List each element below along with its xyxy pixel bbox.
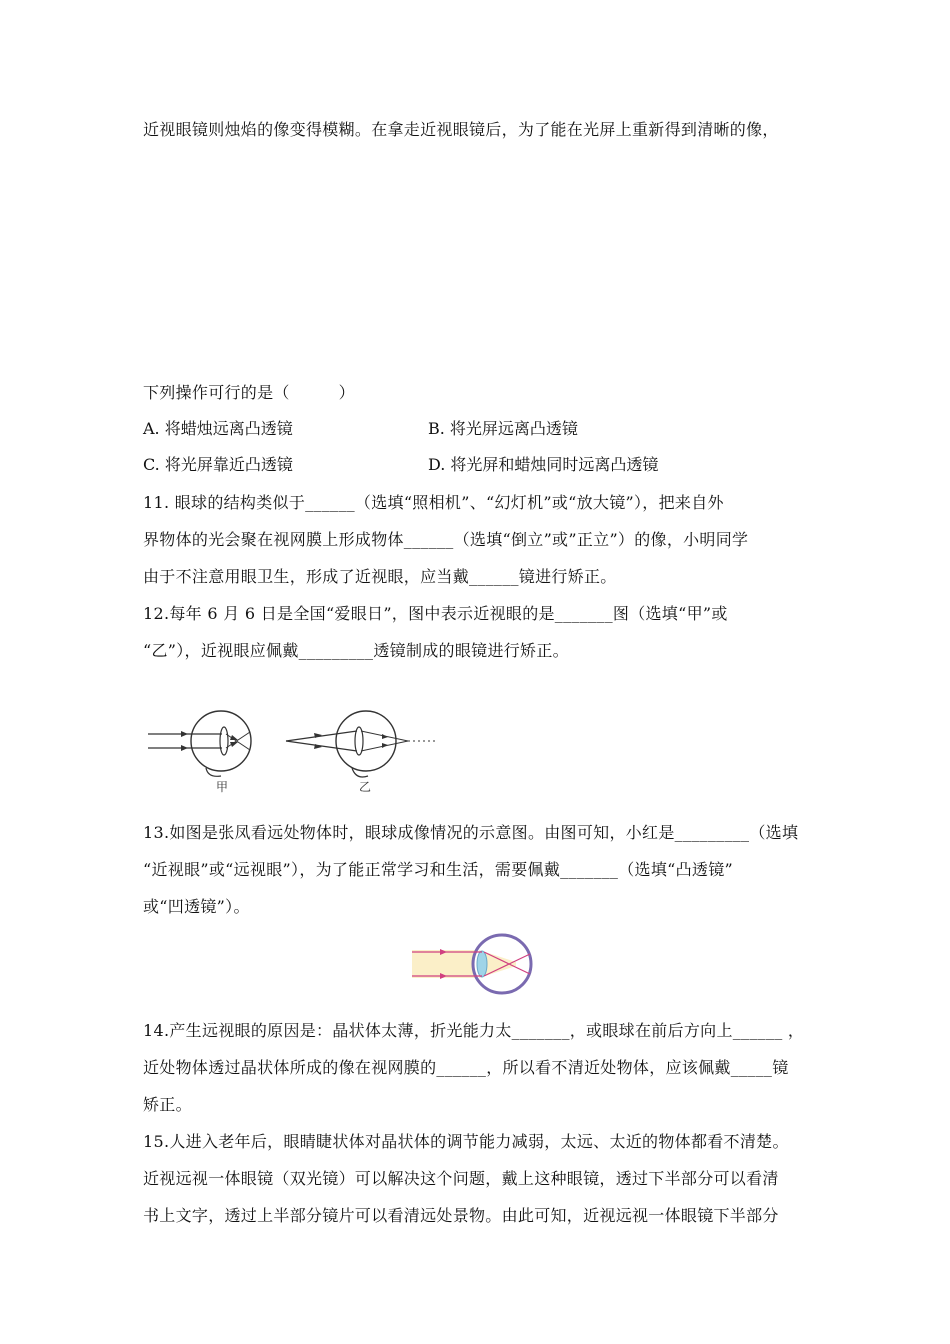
option-d: D. 将光屏和蜡烛同时远离凸透镜 [428,455,659,474]
text-line: 下列操作可行的是（ ） [143,383,355,402]
label-yi: 乙 [359,780,372,794]
question-11-line: 界物体的光会聚在视网膜上形成物体______（选填“倒立”或”正立”）的像，小明同学 [143,530,749,549]
option-c: C. 将光屏靠近凸透镜 [143,455,293,474]
question-12-line: “乙”），近视眼应佩戴_________透镜制成的眼镜进行矫正。 [143,641,569,660]
question-15-line: 书上文字，透过上半部分镜片可以看清远处景物。由此可知，近视远视一体眼镜下半部分 [143,1206,779,1225]
label-jia: 甲 [216,780,229,794]
eye-focus-diagram [412,930,542,1000]
question-15-line: 15.人进入老年后，眼睛睫状体对晶状体的调节能力减弱，太远、太近的物体都看不清楚。 [143,1132,789,1151]
question-13-line: 或“凹透镜”）。 [143,897,250,916]
option-b: B. 将光屏远离凸透镜 [428,419,578,438]
question-15-line: 近视远视一体眼镜（双光镜）可以解决这个问题，戴上这种眼镜，透过下半部分可以看清 [143,1169,779,1188]
question-11-line: 由于不注意用眼卫生，形成了近视眼，应当戴______镜进行矫正。 [143,567,617,586]
option-a: A. 将蜡烛远离凸透镜 [143,419,293,438]
question-12-line: 12.每年 6 月 6 日是全国“爱眼日”，图中表示近视眼的是_______图（选填“甲”或 [143,604,728,623]
eye-diagram-figure [146,704,446,794]
text-line: 近视眼镜则烛焰的像变得模糊。在拿走近视眼镜后，为了能在光屏上重新得到清晰的像， [143,120,779,139]
question-11-line: 11. 眼球的结构类似于______（选填“照相机”、“幻灯机”或“放大镜”），把来自外 [143,493,724,512]
question-13-line: 13.如图是张凤看远处物体时，眼球成像情况的示意图。由图可知，小红是_________（选填 [143,823,799,842]
question-14-line: 14.产生远视眼的原因是：晶状体太薄，折光能力太_______，或眼球在前后方向上______ ， [143,1021,805,1040]
question-14-line: 矫正。 [143,1095,192,1114]
question-13-line: “近视眼”或“远视眼”），为了能正常学习和生活，需要佩戴_______（选填“凸透镜” [143,860,733,879]
question-14-line: 近处物体透过晶状体所成的像在视网膜的______，所以看不清近处物体，应该佩戴_____镜 [143,1058,789,1077]
